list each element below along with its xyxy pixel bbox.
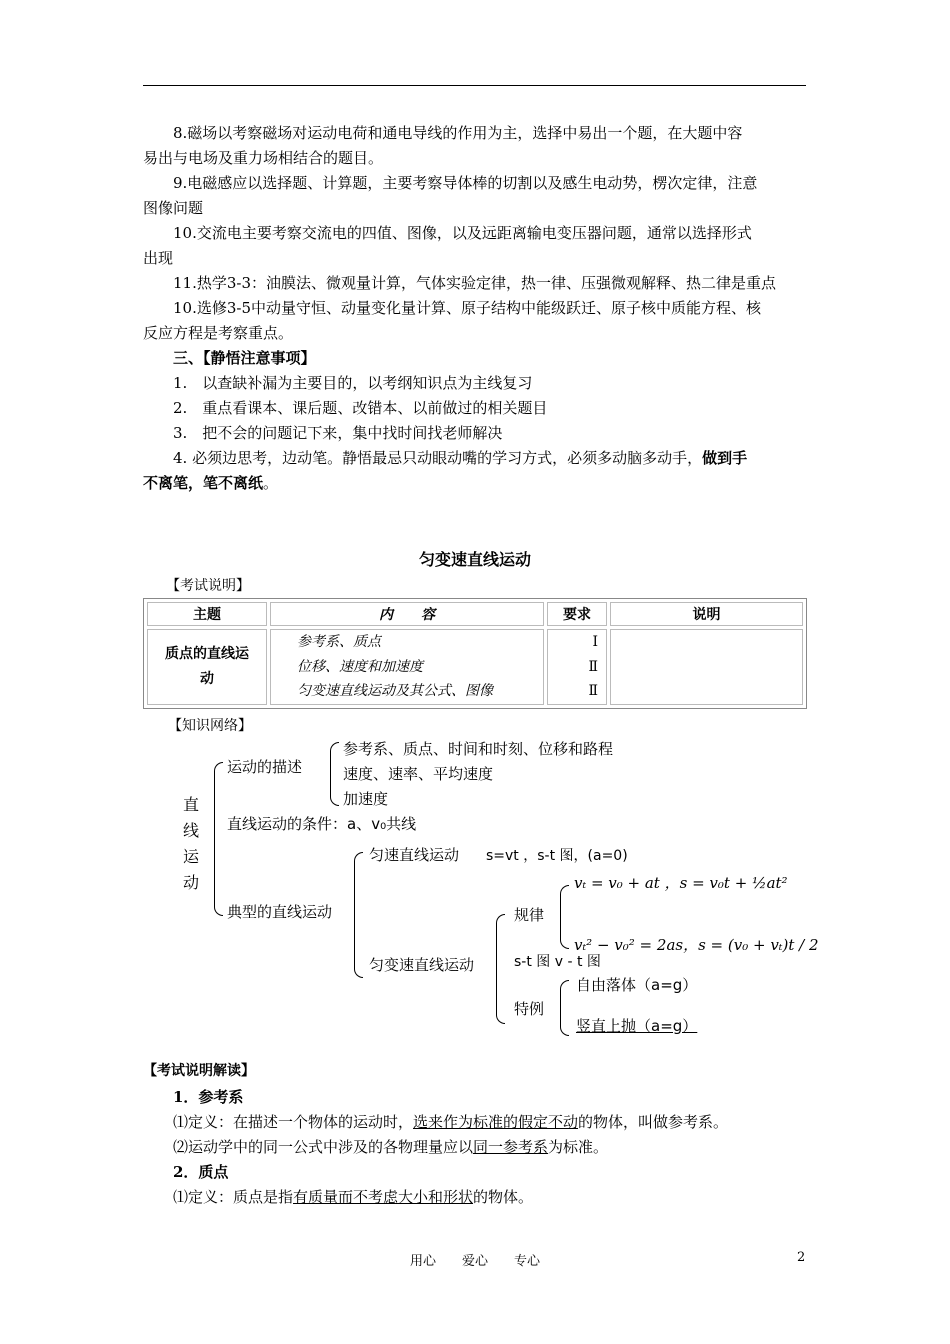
content-item: 匀变速直线运动及其公式、图像 (297, 683, 493, 699)
intro-paragraph-8: 8.磁场以考察磁场对运动电荷和通电导线的作用为主，选择中易出一个题，在大题中容 易出与电场及重力场相结合的题目。 (143, 124, 743, 167)
tree-typical: 典型的直线运动 (227, 903, 333, 921)
knowledge-label: 【知识网络】 (168, 718, 252, 734)
content-item: 参考系、质点 (297, 634, 381, 650)
special-upthrow: 竖直上抛（a=g） (576, 1017, 698, 1035)
tree-accel: 匀变速直线运动 (369, 956, 475, 974)
section1-title: 1．参考系 (173, 1088, 244, 1106)
section3-title: 三、【静悟注意事项】 (173, 349, 316, 367)
desc-item: 加速度 (343, 790, 389, 808)
tree-law: 规律 (514, 906, 545, 924)
note-cell (610, 629, 803, 705)
exam-spec-table (143, 598, 807, 709)
note-1: 1. 以查缺补漏为主要目的，以考纲知识点为主线复习 (173, 374, 533, 392)
tree-special: 特例 (514, 1000, 545, 1018)
accel-brace (496, 914, 505, 1024)
header-note: 说明 (610, 602, 803, 626)
desc-item: 速度、速率、平均速度 (343, 765, 494, 783)
section1-rule: ⑵运动学中的同一公式中涉及的各物理量应以同一参考系为标准。 (173, 1138, 609, 1156)
note-4: 4. 必须边思考，边动笔。静悟最忌只动眼动嘴的学习方式，必须多动脑多动手，做到手 不离笔，笔不离纸。 (143, 449, 748, 492)
desc-brace (330, 742, 339, 806)
note-3: 3. 把不会的问题记下来，集中找时间找老师解决 (173, 424, 503, 442)
desc-item: 参考系、质点、时间和时刻、位移和路程 (343, 740, 614, 758)
content-item: 位移、速度和加速度 (297, 658, 423, 675)
tree-uniform: 匀速直线运动 (369, 846, 460, 864)
tree-root: 直 线 运 动 (183, 795, 200, 892)
section1-def: ⑴定义：在描述一个物体的运动时，选来作为标准的假定不动的物体，叫做参考系。 (173, 1113, 729, 1131)
note-2: 2. 重点看课本、课后题、改错本、以前做过的相关题目 (173, 399, 548, 417)
content-cell (270, 629, 544, 705)
typical-brace (354, 852, 363, 978)
requirement-item: Ⅰ (592, 634, 598, 650)
root-brace (214, 762, 223, 916)
tree-condition: 直线运动的条件：a、v₀共线 (227, 815, 417, 833)
requirement-item: Ⅱ (588, 658, 598, 675)
law-brace (560, 885, 569, 949)
page-number: 2 (797, 1250, 806, 1265)
header-rule (143, 85, 806, 86)
interpret-label: 【考试说明解读】 (143, 1063, 255, 1079)
tree-graph: s-t 图 v - t 图 (514, 954, 601, 970)
requirement-cell (547, 629, 607, 705)
header-topic: 主题 (147, 602, 267, 626)
requirement-item: Ⅱ (588, 683, 598, 699)
law-formula-1: vₜ = v₀ + at ，s = v₀t + ½at² (574, 874, 788, 892)
header-requirement: 要求 (547, 602, 607, 626)
footer-slogan: 用心 爱心 专心 (409, 1254, 540, 1269)
exam-desc-label: 【考试说明】 (166, 578, 250, 594)
tree-desc: 运动的描述 (227, 758, 303, 776)
special-freefall: 自由落体（a=g） (576, 976, 698, 994)
chapter-title: 匀变速直线运动 (418, 550, 531, 569)
intro-paragraph-9: 9.电磁感应以选择题、计算题，主要考察导体棒的切割以及感生电动势，楞次定律，注意 图像问题 (143, 174, 758, 217)
intro-paragraph-11: 11.热学3-3：油膜法、微观量计算，气体实验定律，热一律、压强微观解释、热二律是重点 (173, 274, 777, 292)
uniform-formula: s=vt ，s-t 图，(a=0) (486, 848, 628, 864)
topic-cell: 质点的直线运动 (147, 629, 267, 705)
section2-title: 2．质点 (173, 1163, 229, 1181)
intro-paragraph-10: 10.交流电主要考察交流电的四值、图像，以及远距离输电变压器问题，通常以选择形式 出现 (143, 224, 752, 267)
section2-def: ⑴定义：质点是指有质量而不考虑大小和形状的物体。 (173, 1188, 534, 1206)
header-content: 内 容 (270, 602, 544, 626)
special-brace (560, 980, 569, 1036)
intro-paragraph-10b: 10.选修3-5中动量守恒、动量变化量计算、原子结构中能级跃迁、原子核中质能方程、核 反应方程是考察重点。 (143, 299, 762, 342)
law-formula-2: vₜ² − v₀² = 2as，s = (v₀ + vₜ)t / 2 (574, 936, 819, 954)
